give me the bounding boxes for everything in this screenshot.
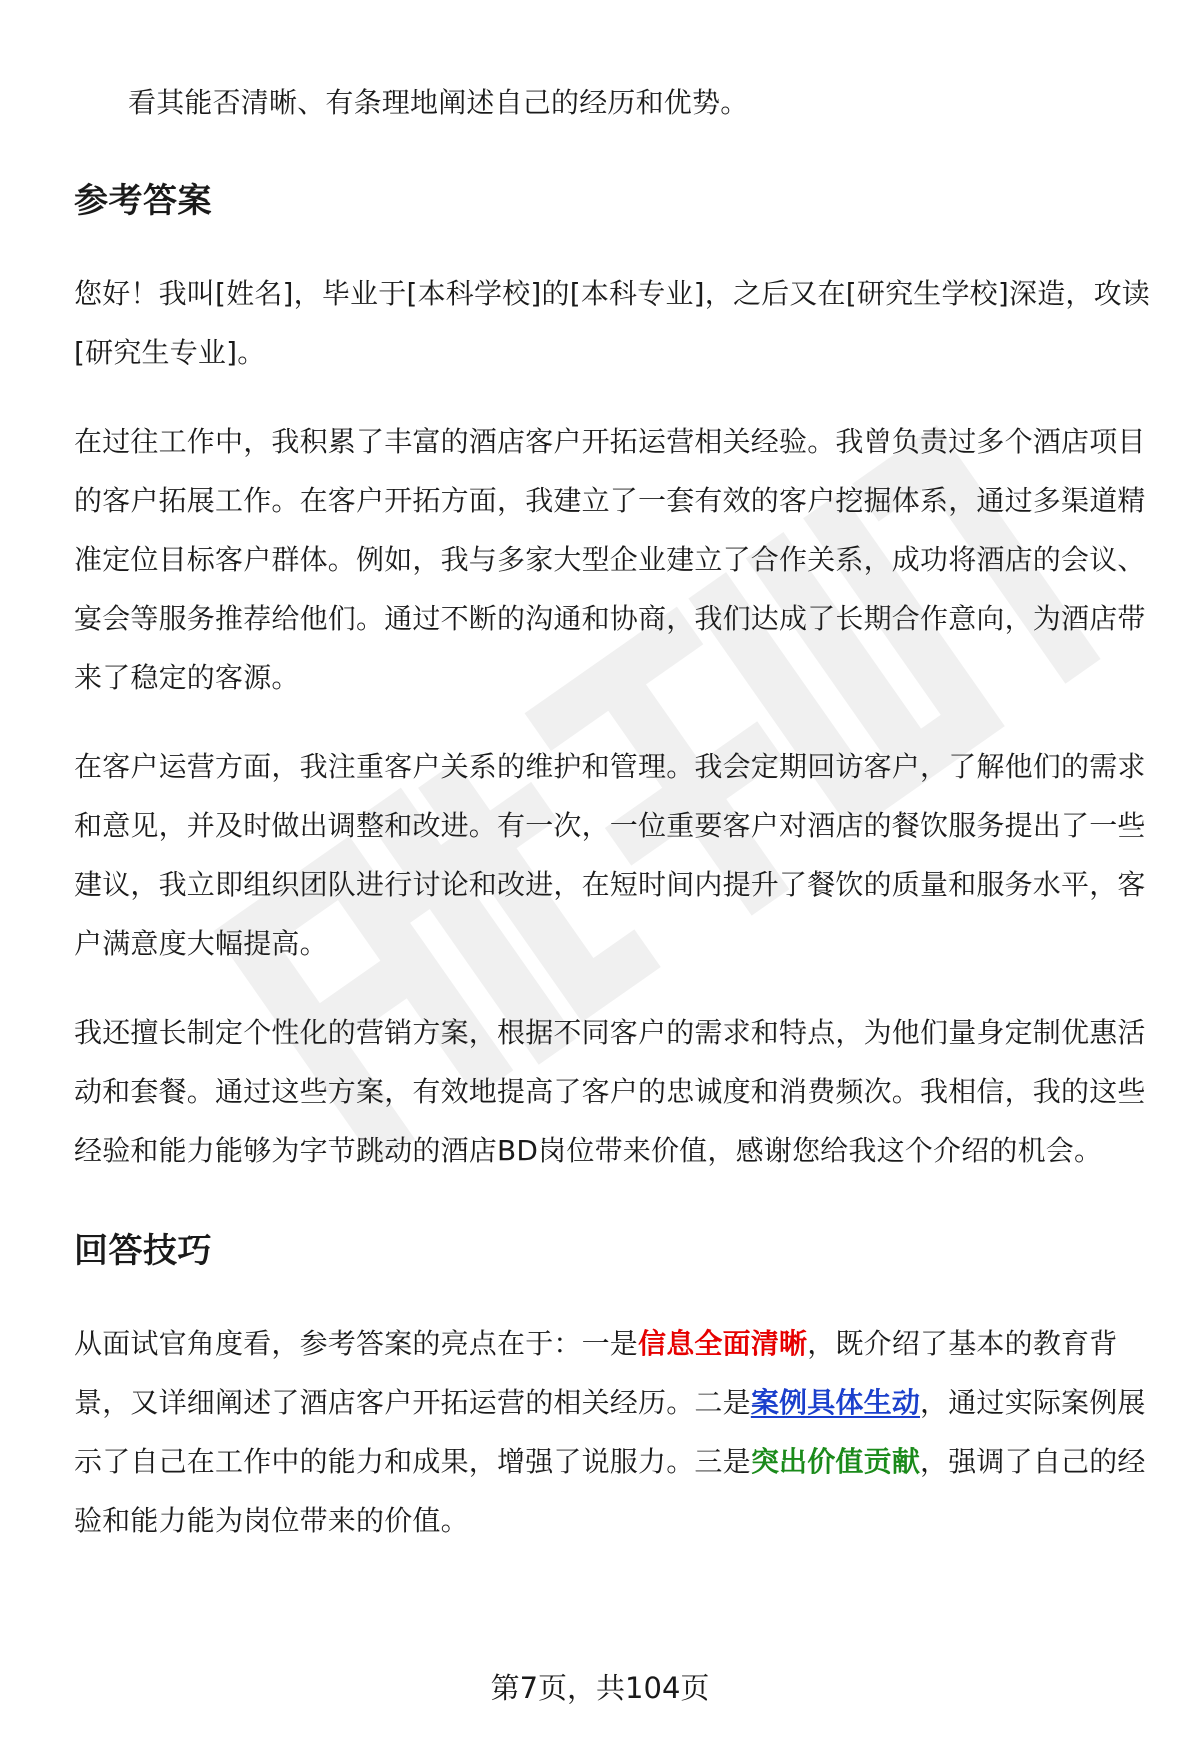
tips-text-segment: ，强调了自己的经验和能力能为岗位带来的价值。 xyxy=(74,1445,1146,1537)
tips-paragraph xyxy=(74,1314,1152,1550)
tips-text-segment: ，既介绍了基本的教育背景，又详细阐述了酒店客户开拓运营的相关经历。二是 xyxy=(74,1327,1118,1419)
section-heading-answer: 参考答案 xyxy=(74,181,212,221)
tips-text-segment: 从面试官角度看，参考答案的亮点在于：一是 xyxy=(74,1327,639,1360)
highlight-info-clear: 信息全面清晰 xyxy=(638,1327,808,1360)
intro-text: 看其能否清晰、有条理地阐述自己的经历和优势。 xyxy=(128,86,749,119)
section-heading-tips: 回答技巧 xyxy=(74,1231,212,1271)
document-content xyxy=(74,74,1152,1550)
page-footer: 第7页，共104页 xyxy=(490,1671,710,1705)
answer-paragraph: 您好！我叫[姓名]，毕业于[本科学校]的[本科专业]，之后又在[研究生学校]深造，攻读[研究生专业]。 xyxy=(74,277,1150,369)
tips-text-segment: ，通过实际案例展示了自己在工作中的能力和成果，增强了说服力。三是 xyxy=(74,1386,1146,1478)
answer-paragraph: 我还擅长制定个性化的营销方案，根据不同客户的需求和特点，为他们量身定制优惠活动和套餐。通过这些方案，有效地提高了客户的忠诚度和消费频次。我相信，我的这些经验和能力能够为字节跳动的酒店BD岗位带来价值，感谢您给我这个介绍的机会。 xyxy=(74,1016,1146,1167)
highlight-value-contribution: 突出价值贡献 xyxy=(750,1445,921,1478)
highlight-case-vivid: 案例具体生动 xyxy=(750,1386,921,1419)
answer-paragraph: 在过往工作中，我积累了丰富的酒店客户开拓运营相关经验。我曾负责过多个酒店项目的客户拓展工作。在客户开拓方面，我建立了一套有效的客户挖掘体系，通过多渠道精准定位目标客户群体。例如，我与多家大型企业建立了合作关系，成功将酒店的会议、宴会等服务推荐给他们。通过不断的沟通和协商，我们达成了长期合作意向，为酒店带来了稳定的客源。 xyxy=(74,425,1146,694)
answer-paragraph: 在客户运营方面，我注重客户关系的维护和管理。我会定期回访客户，了解他们的需求和意见，并及时做出调整和改进。有一次，一位重要客户对酒店的餐饮服务提出了一些建议，我立即组织团队进行讨论和改进，在短时间内提升了餐饮的质量和服务水平，客户满意度大幅提高。 xyxy=(74,750,1146,960)
